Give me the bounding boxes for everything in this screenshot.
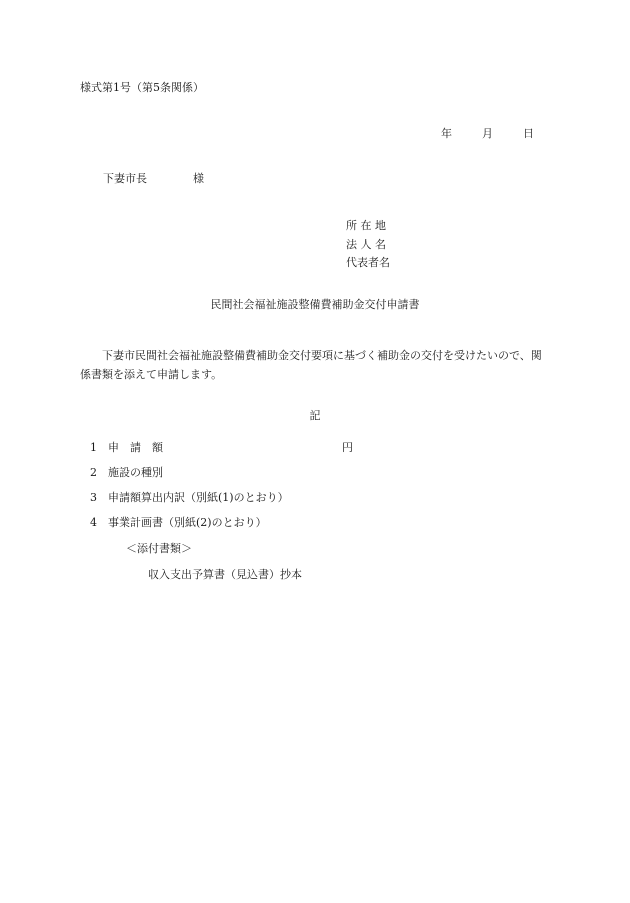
month-label: 月 <box>482 127 493 140</box>
item-row <box>90 517 267 528</box>
ki-heading: 記 <box>309 409 321 422</box>
amount-unit: 円 <box>342 441 353 454</box>
item-number: 1 <box>90 441 97 454</box>
item-number: 4 <box>90 516 97 529</box>
address-label: 所 在 地 <box>346 219 386 232</box>
item-label: 申請額算出内訳（別紙(1)のとおり） <box>108 491 289 504</box>
day-label: 日 <box>523 127 534 140</box>
item-label: 申 請 額 <box>108 441 163 454</box>
item-number: 3 <box>90 491 97 504</box>
date-line <box>441 128 534 139</box>
year-label: 年 <box>441 127 452 140</box>
body-paragraph <box>80 346 550 384</box>
item-row <box>90 467 163 478</box>
addressee <box>103 173 204 184</box>
body-text: 下妻市民間社会福祉施設整備費補助金交付要項に基づく補助金の交付を受けたいので、関係書類を添えて申請します。 <box>80 349 542 381</box>
item-number: 2 <box>90 466 97 479</box>
attachments-heading: ＜添付書類＞ <box>126 542 192 555</box>
item-label: 事業計画書（別紙(2)のとおり） <box>108 516 267 529</box>
addressee-honorific: 様 <box>193 172 204 185</box>
representative-label: 代表者名 <box>346 256 390 269</box>
document-title: 民間社会福祉施設整備費補助金交付申請書 <box>210 298 420 311</box>
item-row <box>90 492 289 503</box>
attachment-item: 収入支出予算書（見込書）抄本 <box>148 568 302 581</box>
addressee-name: 下妻市長 <box>103 172 147 185</box>
item-label: 施設の種別 <box>108 466 163 479</box>
corp-name-label: 法 人 名 <box>346 237 386 251</box>
form-number: 様式第1号（第5条関係） <box>80 81 204 94</box>
item-row <box>90 442 163 453</box>
applicant-block <box>346 220 390 276</box>
